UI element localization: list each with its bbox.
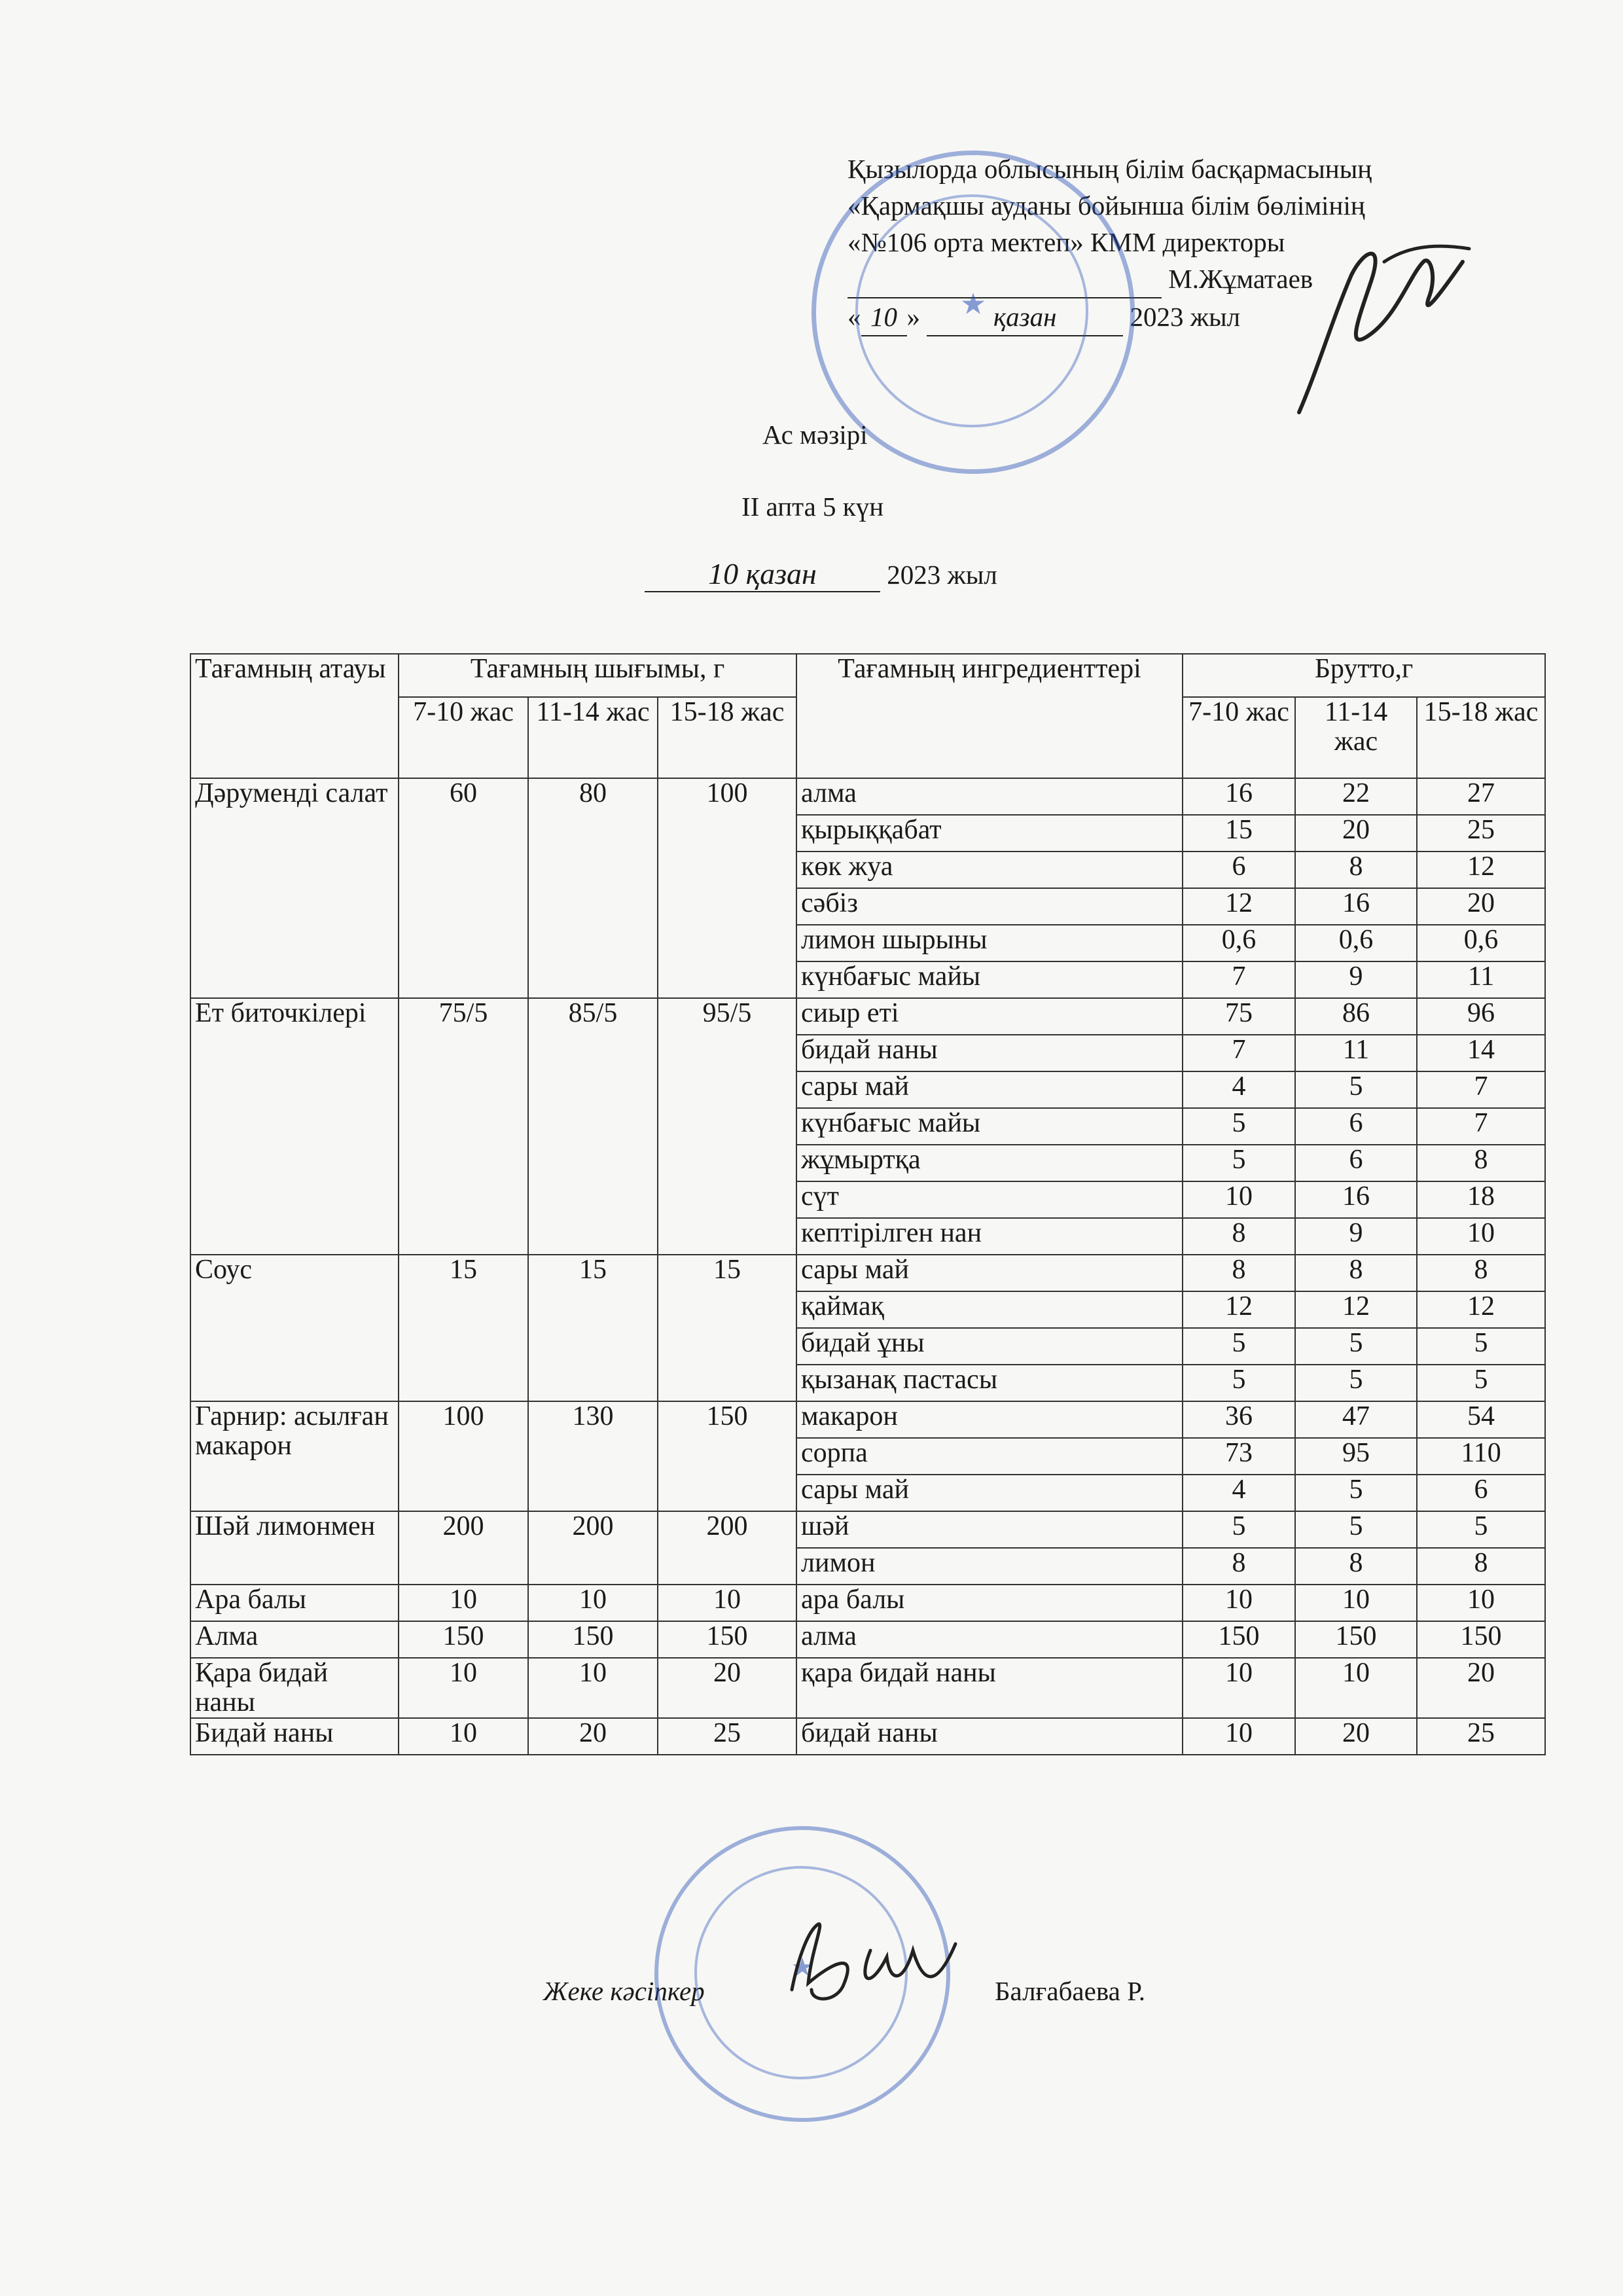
gross-age-1: 8 — [1183, 1255, 1295, 1291]
dish-output-age-3: 150 — [658, 1621, 796, 1658]
gross-age-2: 86 — [1295, 998, 1417, 1035]
gross-age-2: 47 — [1295, 1401, 1417, 1438]
gross-age-2: 8 — [1295, 1255, 1417, 1291]
gross-age-1: 5 — [1183, 1365, 1295, 1401]
dish-output-age-3: 15 — [658, 1255, 796, 1401]
gross-age-3: 5 — [1417, 1511, 1545, 1548]
gross-age-3: 14 — [1417, 1035, 1545, 1071]
entrepreneur-stamp: ★ — [654, 1826, 950, 2122]
director-name: М.Жұматаев — [1168, 264, 1313, 294]
header-output: Тағамның шығымы, г — [399, 654, 796, 697]
approval-date-year: 2023 жыл — [1130, 302, 1241, 332]
footer-role: Жеке кәсіпкер — [543, 1976, 705, 2006]
ingredient-name: қара бидай наны — [796, 1658, 1183, 1718]
dish-output-age-2: 15 — [528, 1255, 658, 1401]
footer-name: Балғабаева Р. — [995, 1976, 1146, 2006]
approval-date: « 10 » қазан 2023 жыл — [847, 298, 1372, 336]
dish-name: Шәй лимонмен — [190, 1511, 399, 1585]
gross-age-2: 10 — [1295, 1658, 1417, 1718]
gross-age-1: 5 — [1183, 1511, 1295, 1548]
dish-name: Соус — [190, 1255, 399, 1401]
dish-output-age-1: 75/5 — [399, 998, 528, 1255]
header-gross-age-3: 15-18 жас — [1417, 697, 1545, 778]
ingredient-name: лимон — [796, 1548, 1183, 1585]
gross-age-3: 7 — [1417, 1108, 1545, 1145]
menu-date-handwritten: 10 қазан — [645, 556, 880, 592]
gross-age-3: 25 — [1417, 815, 1545, 852]
gross-age-2: 11 — [1295, 1035, 1417, 1071]
table-row — [190, 1255, 1545, 1291]
ingredient-name: сүт — [796, 1181, 1183, 1218]
ingredient-name: ара балы — [796, 1585, 1183, 1621]
gross-age-2: 8 — [1295, 1548, 1417, 1585]
gross-age-3: 110 — [1417, 1438, 1545, 1475]
gross-age-1: 73 — [1183, 1438, 1295, 1475]
gross-age-3: 12 — [1417, 852, 1545, 888]
gross-age-2: 5 — [1295, 1475, 1417, 1511]
gross-age-1: 6 — [1183, 852, 1295, 888]
gross-age-1: 10 — [1183, 1585, 1295, 1621]
ingredient-name: күнбағыс майы — [796, 961, 1183, 998]
page-title: Ас мәзірі — [762, 420, 868, 450]
gross-age-2: 95 — [1295, 1438, 1417, 1475]
ingredient-name: сары май — [796, 1475, 1183, 1511]
dish-name: Қара бидай наны — [190, 1658, 399, 1718]
gross-age-1: 7 — [1183, 961, 1295, 998]
gross-age-1: 12 — [1183, 1291, 1295, 1328]
dish-output-age-1: 10 — [399, 1585, 528, 1621]
gross-age-2: 16 — [1295, 888, 1417, 925]
dish-output-age-3: 100 — [658, 778, 796, 998]
ingredient-name: алма — [796, 1621, 1183, 1658]
gross-age-1: 7 — [1183, 1035, 1295, 1071]
gross-age-3: 5 — [1417, 1328, 1545, 1365]
gross-age-3: 96 — [1417, 998, 1545, 1035]
gross-age-3: 11 — [1417, 961, 1545, 998]
gross-age-3: 8 — [1417, 1548, 1545, 1585]
ingredient-name: макарон — [796, 1401, 1183, 1438]
ingredient-name: сиыр еті — [796, 998, 1183, 1035]
gross-age-3: 150 — [1417, 1621, 1545, 1658]
dish-name: Алма — [190, 1621, 399, 1658]
dish-output-age-3: 25 — [658, 1718, 796, 1755]
gross-age-3: 20 — [1417, 888, 1545, 925]
dish-output-age-3: 20 — [658, 1658, 796, 1718]
ingredient-name: бидай наны — [796, 1035, 1183, 1071]
page-subtitle: ІІ апта 5 күн — [741, 492, 884, 522]
entrepreneur-signature — [772, 1911, 995, 2022]
table-row — [190, 1621, 1545, 1658]
gross-age-3: 18 — [1417, 1181, 1545, 1218]
header-dish: Тағамның атауы — [190, 654, 399, 778]
header-output-age-3: 15-18 жас — [658, 697, 796, 778]
dish-name: Ара балы — [190, 1585, 399, 1621]
header-output-age-2: 11-14 жас — [528, 697, 658, 778]
gross-age-2: 22 — [1295, 778, 1417, 815]
ingredient-name: лимон шырыны — [796, 925, 1183, 961]
gross-age-2: 20 — [1295, 1718, 1417, 1755]
dish-name: Бидай наны — [190, 1718, 399, 1755]
gross-age-1: 36 — [1183, 1401, 1295, 1438]
dish-output-age-2: 80 — [528, 778, 658, 998]
dish-output-age-1: 100 — [399, 1401, 528, 1511]
dish-output-age-2: 150 — [528, 1621, 658, 1658]
dish-output-age-1: 200 — [399, 1511, 528, 1585]
approval-line-2: «Қармақшы ауданы бойынша білім бөлімінің — [847, 190, 1365, 221]
gross-age-2: 6 — [1295, 1145, 1417, 1181]
gross-age-3: 8 — [1417, 1255, 1545, 1291]
menu-date-year: 2023 жыл — [887, 560, 997, 590]
gross-age-2: 9 — [1295, 961, 1417, 998]
gross-age-3: 25 — [1417, 1718, 1545, 1755]
ingredient-name: алма — [796, 778, 1183, 815]
gross-age-2: 16 — [1295, 1181, 1417, 1218]
gross-age-1: 12 — [1183, 888, 1295, 925]
gross-age-1: 150 — [1183, 1621, 1295, 1658]
dish-output-age-1: 150 — [399, 1621, 528, 1658]
menu-table — [190, 653, 1546, 1755]
dish-output-age-2: 130 — [528, 1401, 658, 1511]
dish-name: Ет биточкілері — [190, 998, 399, 1255]
header-output-age-1: 7-10 жас — [399, 697, 528, 778]
table-row — [190, 1718, 1545, 1755]
gross-age-3: 20 — [1417, 1658, 1545, 1718]
table-row — [190, 778, 1545, 815]
menu-date — [645, 556, 997, 592]
school-stamp: ★ — [812, 151, 1135, 474]
ingredient-name: сорпа — [796, 1438, 1183, 1475]
dish-output-age-2: 10 — [528, 1658, 658, 1718]
dish-output-age-3: 95/5 — [658, 998, 796, 1255]
gross-age-1: 10 — [1183, 1181, 1295, 1218]
gross-age-1: 5 — [1183, 1145, 1295, 1181]
gross-age-3: 12 — [1417, 1291, 1545, 1328]
ingredient-name: сәбіз — [796, 888, 1183, 925]
gross-age-1: 10 — [1183, 1658, 1295, 1718]
ingredient-name: қызанақ пастасы — [796, 1365, 1183, 1401]
gross-age-2: 6 — [1295, 1108, 1417, 1145]
gross-age-2: 8 — [1295, 852, 1417, 888]
dish-output-age-2: 85/5 — [528, 998, 658, 1255]
approval-date-month: қазан — [927, 298, 1123, 336]
ingredient-name: шәй — [796, 1511, 1183, 1548]
ingredient-name: көк жуа — [796, 852, 1183, 888]
ingredient-name: жұмыртқа — [796, 1145, 1183, 1181]
ingredient-name: қаймақ — [796, 1291, 1183, 1328]
gross-age-2: 5 — [1295, 1071, 1417, 1108]
table-row — [190, 1511, 1545, 1548]
dish-output-age-2: 200 — [528, 1511, 658, 1585]
gross-age-2: 150 — [1295, 1621, 1417, 1658]
approval-line-3: «№106 орта мектеп» КММ директоры — [847, 227, 1285, 257]
gross-age-1: 75 — [1183, 998, 1295, 1035]
menu-table-body — [190, 778, 1545, 1755]
table-row — [190, 998, 1545, 1035]
gross-age-2: 20 — [1295, 815, 1417, 852]
header-gross-age-2: 11-14 жас — [1295, 697, 1417, 778]
gross-age-1: 10 — [1183, 1718, 1295, 1755]
gross-age-2: 9 — [1295, 1218, 1417, 1255]
table-row — [190, 1401, 1545, 1438]
gross-age-1: 8 — [1183, 1218, 1295, 1255]
gross-age-2: 5 — [1295, 1328, 1417, 1365]
dish-output-age-3: 200 — [658, 1511, 796, 1585]
ingredient-name: бидай наны — [796, 1718, 1183, 1755]
ingredient-name: күнбағыс майы — [796, 1108, 1183, 1145]
gross-age-3: 0,6 — [1417, 925, 1545, 961]
gross-age-2: 5 — [1295, 1511, 1417, 1548]
header-ingredients: Тағамның ингредиенттері — [796, 654, 1183, 778]
gross-age-2: 5 — [1295, 1365, 1417, 1401]
approval-date-day: 10 — [861, 298, 907, 336]
gross-age-3: 10 — [1417, 1585, 1545, 1621]
dish-output-age-3: 150 — [658, 1401, 796, 1511]
gross-age-3: 54 — [1417, 1401, 1545, 1438]
dish-output-age-1: 10 — [399, 1658, 528, 1718]
gross-age-3: 10 — [1417, 1218, 1545, 1255]
gross-age-1: 4 — [1183, 1475, 1295, 1511]
header-gross-age-1: 7-10 жас — [1183, 697, 1295, 778]
gross-age-2: 10 — [1295, 1585, 1417, 1621]
gross-age-3: 27 — [1417, 778, 1545, 815]
approval-line-1: Қызылорда облысының білім басқармасының — [847, 154, 1372, 184]
table-row — [190, 1585, 1545, 1621]
table-row — [190, 1658, 1545, 1718]
ingredient-name: қырыққабат — [796, 815, 1183, 852]
ingredient-name: сары май — [796, 1255, 1183, 1291]
gross-age-1: 15 — [1183, 815, 1295, 852]
dish-output-age-2: 10 — [528, 1585, 658, 1621]
gross-age-1: 5 — [1183, 1328, 1295, 1365]
dish-name: Гарнир: асылған макарон — [190, 1401, 399, 1511]
dish-output-age-1: 10 — [399, 1718, 528, 1755]
ingredient-name: кептірілген нан — [796, 1218, 1183, 1255]
dish-output-age-1: 60 — [399, 778, 528, 998]
gross-age-1: 4 — [1183, 1071, 1295, 1108]
gross-age-3: 6 — [1417, 1475, 1545, 1511]
gross-age-3: 8 — [1417, 1145, 1545, 1181]
gross-age-2: 0,6 — [1295, 925, 1417, 961]
gross-age-2: 12 — [1295, 1291, 1417, 1328]
gross-age-1: 16 — [1183, 778, 1295, 815]
gross-age-3: 7 — [1417, 1071, 1545, 1108]
gross-age-1: 5 — [1183, 1108, 1295, 1145]
dish-name: Дәрумендi салат — [190, 778, 399, 998]
director-signature — [1273, 223, 1482, 432]
dish-output-age-3: 10 — [658, 1585, 796, 1621]
dish-output-age-2: 20 — [528, 1718, 658, 1755]
gross-age-3: 5 — [1417, 1365, 1545, 1401]
ingredient-name: сары май — [796, 1071, 1183, 1108]
ingredient-name: бидай ұны — [796, 1328, 1183, 1365]
header-gross: Брутто,г — [1183, 654, 1545, 697]
dish-output-age-1: 15 — [399, 1255, 528, 1401]
gross-age-1: 8 — [1183, 1548, 1295, 1585]
gross-age-1: 0,6 — [1183, 925, 1295, 961]
